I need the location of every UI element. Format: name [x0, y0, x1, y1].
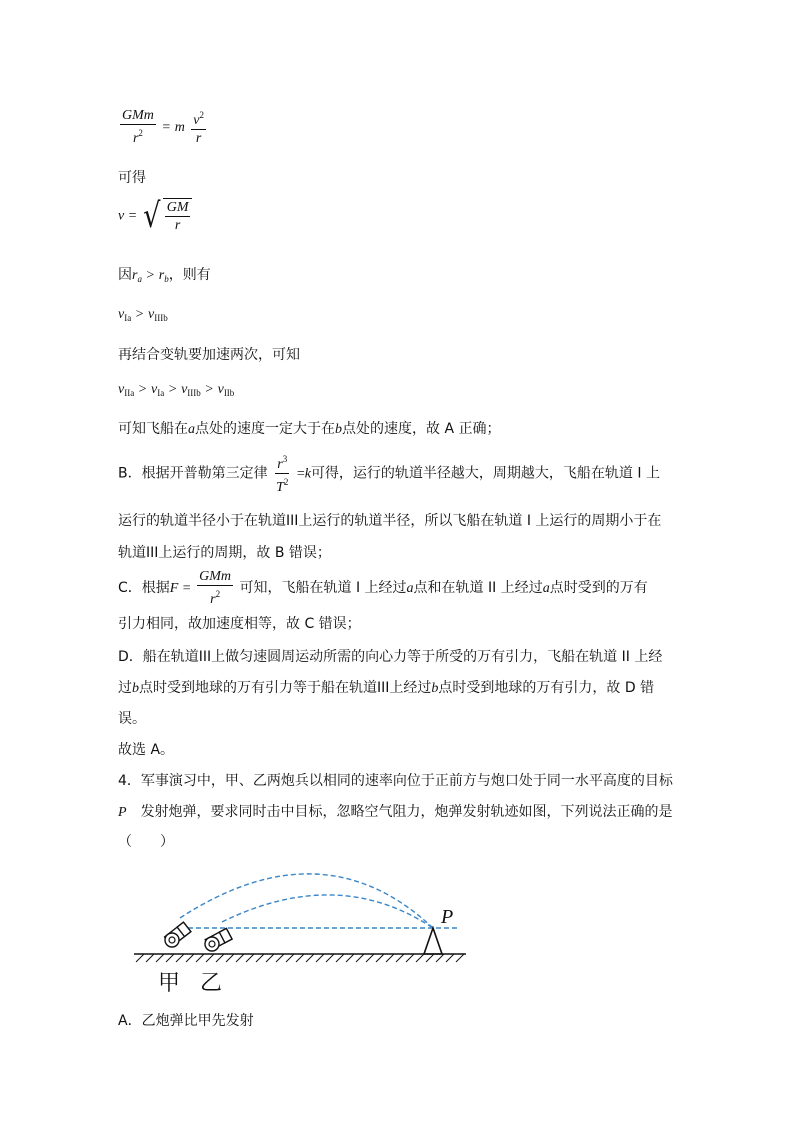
- option-b-line-2: 运行的轨道半径小于在轨道III上运行的轨道半径，所以飞船在轨道 I 上运行的周期小于在: [118, 513, 662, 529]
- formula-orbital-velocity: v = √ $\frac{GM}{r}$: [118, 198, 192, 233]
- trajectory-yi: [222, 895, 433, 928]
- cannon-yi-icon: [205, 928, 232, 951]
- inequality-1: $v_{Ia} > v_{IIIb}$: [118, 307, 168, 323]
- option-d-line-3: 误。: [118, 711, 146, 727]
- option-d-line-1: D．船在轨道III上做匀速圆周运动所需的向心力等于所受的万有引力，飞船在轨道 II 上经: [118, 649, 663, 665]
- option-d-line-2: 过b点时受到地球的万有引力等于船在轨道III上经过b点时受到地球的万有引力，故 D 错: [118, 680, 655, 696]
- text-kede: 可得: [118, 170, 146, 186]
- cannon-trajectory-figure: [128, 870, 473, 1000]
- formula-gravity-equals-centripetal: $\frac{\text{GMm}}{r^2}$ = m $\frac{v^2}{r}$: [122, 108, 204, 146]
- option-b-line-3: 轨道III上运行的周期，故 B 错误；: [118, 545, 331, 561]
- target-triangle: [424, 928, 442, 954]
- answer-line: 故选 A。: [118, 742, 175, 758]
- frac-denominator: $r^2$: [132, 128, 143, 146]
- option-c-line-2: 引力相同，故加速度相等，故 C 错误；: [118, 616, 361, 632]
- cannon-jia-label: 甲: [158, 971, 181, 996]
- option-b-line-1: B．根据开普勒第三定律 $\frac{r^3}{T^2}$ =k可得，运行的轨道半径越大，周期越大，飞船在轨道 I 上: [118, 454, 660, 495]
- cannon-yi-label: 乙: [200, 971, 223, 996]
- ground-hatching: [136, 954, 464, 962]
- frac-numerator: GMm: [122, 108, 154, 123]
- question-4-line-1: 4．军事演习中，甲、乙两炮兵以相同的速率向位于正前方与炮口处于同一水平高度的目标: [118, 773, 673, 789]
- target-label: P: [441, 906, 454, 928]
- question-4-line-3: （ ）: [118, 834, 174, 850]
- option-a: A．乙炮弹比甲先发射: [118, 1013, 254, 1029]
- option-c-line-1: C．根据F = $\frac{\text{GMm}}{r^2}$ 可知，飞船在轨道 I 上经过a点和在轨道 II 上经过a点时受到的万有: [118, 569, 648, 607]
- question-4-line-2: P 发射炮弹，要求同时击中目标，忽略空气阻力，炮弹发射轨迹如图，下列说法正确的是: [118, 804, 673, 820]
- text-combine: 再结合变轨要加速两次，可知: [118, 347, 300, 363]
- line-radius-compare: 因$r_a > r_b$，则有: [118, 267, 211, 284]
- line-speed-conclusion: 可知飞船在a点处的速度一定大于在b点处的速度，故 A 正确；: [118, 421, 501, 437]
- inequality-2: $v_{IIa} > v_{Ia} > v_{IIIb} > v_{IIb}$: [118, 382, 235, 398]
- trajectory-jia: [180, 874, 433, 928]
- sqrt-expression: √ $\frac{GM}{r}$: [141, 198, 192, 233]
- cannon-jia-icon: [165, 922, 191, 947]
